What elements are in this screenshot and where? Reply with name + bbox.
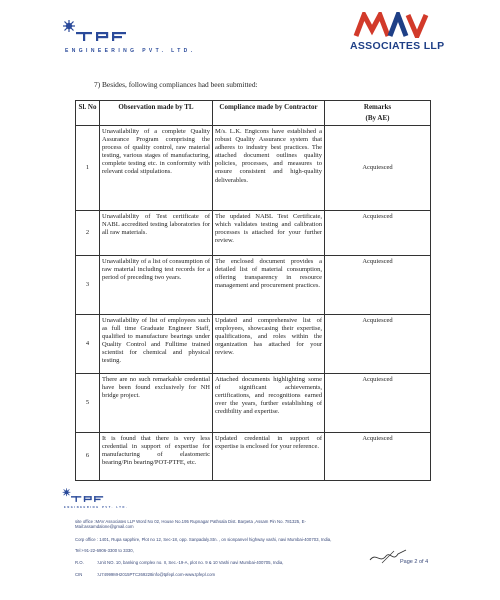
compliance-table xyxy=(75,100,431,481)
row-sl: 1 xyxy=(76,126,100,211)
mav-logo xyxy=(352,12,430,38)
table-row xyxy=(76,315,431,374)
row-sl: 3 xyxy=(76,256,100,315)
header-remarks-sub: (By AE) xyxy=(365,114,390,122)
page-header xyxy=(0,0,500,70)
tpf-logo xyxy=(62,20,132,42)
row-sl: 4 xyxy=(76,315,100,374)
row-compliance: The enclosed document provides a detailed list of material consumption, offering transparency in resource management and procurement practices. xyxy=(213,256,325,315)
row-compliance: Updated credential in support of expertise is enclosed for your reference. xyxy=(213,433,325,481)
header-observation: Observation made by TL xyxy=(100,101,213,126)
row-remarks: Acquiesced xyxy=(325,315,431,374)
header-remarks-label: Remarks xyxy=(363,103,392,111)
table-row xyxy=(76,211,431,256)
page-number: Page 2 of 4 xyxy=(400,559,429,565)
row-observation: Unavailability of a list of consumption of raw material including test records for a period of preceding two years. xyxy=(100,256,213,315)
intro-text: 7) Besides, following compliances had been submitted: xyxy=(94,80,258,89)
footer-tpf-logo xyxy=(62,488,107,503)
footer-site-office xyxy=(75,519,306,529)
table-row xyxy=(76,256,431,315)
row-sl: 2 xyxy=(76,211,100,256)
footer-ro-text: :Unit NO. 10, banking complex no. II, Sec.-19-A, plot no. 9 & 10 Vashi navi Mumbai-400705, India, xyxy=(97,560,284,565)
footer-cin-text: :U74999MH2015PTC269228info@tpfepl.com-www.tpfepl.com xyxy=(97,572,216,577)
row-observation: Unavailability of a complete Quality Assurance Program comprising the process of quality control, raw material testing, various stages of manufacturing, complete testing etc. in conformity with relevant codal stipulations. xyxy=(100,126,213,211)
table-row xyxy=(76,374,431,433)
row-compliance: Attached documents highlighting some of significant achievements, certifications, and recognitions earned over the years, further establishing of credibility and expertise. xyxy=(213,374,325,433)
row-sl: 5 xyxy=(76,374,100,433)
row-sl: 6 xyxy=(76,433,100,481)
table-row xyxy=(76,433,431,481)
header-remarks xyxy=(325,101,431,126)
footer-corp-office: Corp office : 1401, Rupa sapphire, Plot no 12, Sec-18, opp. Sanpadaly.Stn. , on sionpanvel highway vashi, navi Mumbai-400703, India, xyxy=(75,537,332,542)
row-observation: Unavailability of list of employees such as full time Graduate Engineer Staff, qualified to manufacture bearings under Quality Control and Fulltime trained scientist for chemical and physical testing. xyxy=(100,315,213,374)
footer-cin-label: CIN xyxy=(75,572,83,577)
tpf-subtitle: ENGINEERING PVT. LTD. xyxy=(65,48,196,54)
table-header-row xyxy=(76,101,431,126)
row-remarks: Acquiesced xyxy=(325,374,431,433)
header-sl: Sl. No xyxy=(76,101,100,126)
page-footer xyxy=(0,482,500,600)
table-row xyxy=(76,126,431,211)
row-observation: It is found that there is very less credential in support of expertise for manufacturing of elastomeric bearing/Pin bearing/POT-PTFE, etc. xyxy=(100,433,213,481)
mav-subtitle: ASSOCIATES LLP xyxy=(350,40,445,52)
footer-site-office-line1: site office :MAV Associates LLP Word No 02, House No.195 Rupnagar Pathsala Dist. Barpeta ,Assam Pin No. 781325, E- xyxy=(75,519,306,524)
footer-ro-label: R.O. xyxy=(75,560,84,565)
footer-logo-subtitle: ENGINEERING PVT. LTD. xyxy=(64,506,129,509)
row-remarks: Acquiesced xyxy=(325,211,431,256)
row-compliance: Updated and comprehensive list of employees, showcasing their expertise, qualifications, and roles within the organization has attached for your review. xyxy=(213,315,325,374)
row-compliance: M/s. L.K. Engicons have established a robust Quality Assurance system that adheres to industry best practices. The attached document outlines quality policies, processes, and measures to ensure consistent and high-quality deliverables. xyxy=(213,126,325,211)
row-remarks: Acquiesced xyxy=(325,256,431,315)
row-remarks: Acquiesced xyxy=(325,433,431,481)
row-remarks: Acquiesced xyxy=(325,126,431,211)
row-observation: There are no such remarkable credential have been found exclusively for NH bridge project. xyxy=(100,374,213,433)
footer-cin xyxy=(75,572,215,577)
footer-site-office-line2: Mail:assamdalone@gmail.com xyxy=(75,524,134,529)
row-observation: Unavailability of Test certificate of NABL accredited testing laboratories for all raw materials. xyxy=(100,211,213,256)
footer-tel: Tel:+91-22-6906-3300 to 3330, xyxy=(75,548,134,553)
header-compliance: Compliance made by Contractor xyxy=(213,101,325,126)
row-compliance: The updated NABL Test Certificate, which validates testing and calibration processes is attached for your further review. xyxy=(213,211,325,256)
footer-ro xyxy=(75,560,283,565)
